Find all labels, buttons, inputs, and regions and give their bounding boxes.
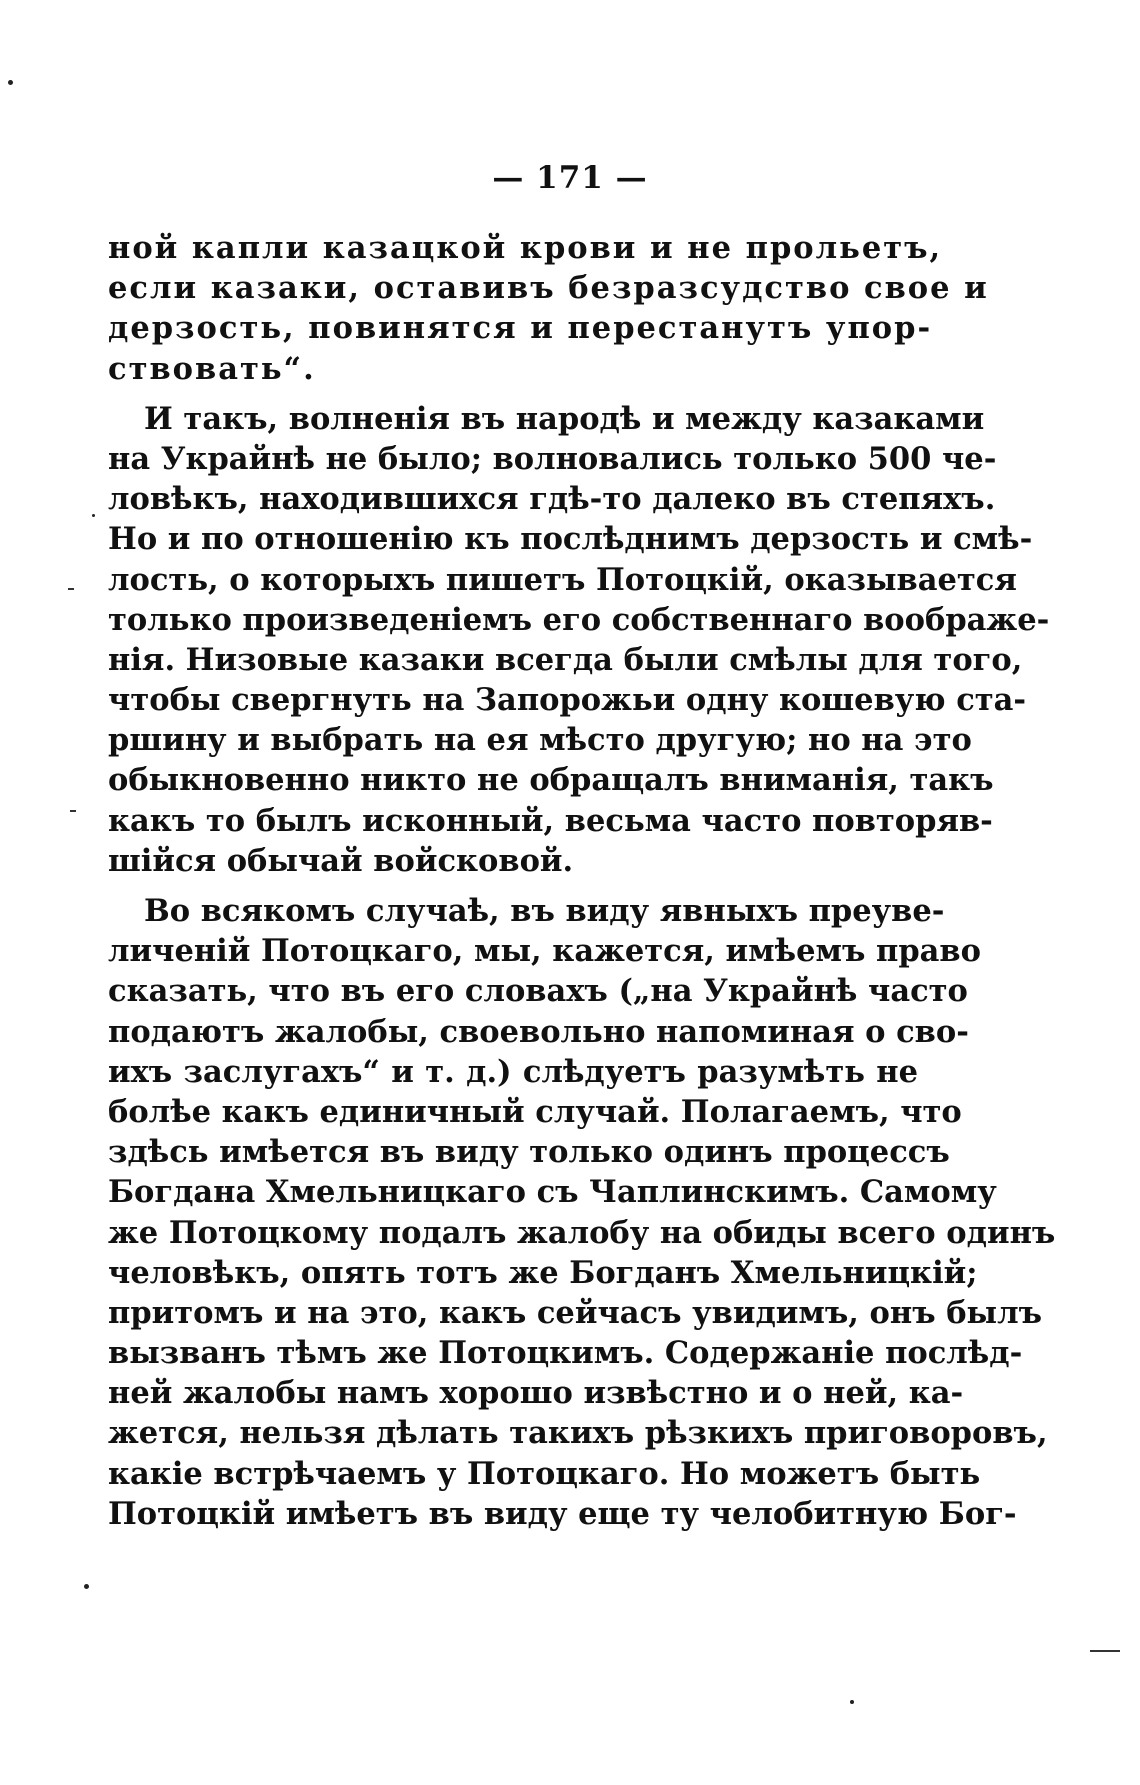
text-line: же Потоцкому подалъ жалобу на обиды всего одинъ <box>108 1214 1056 1251</box>
scan-speck <box>84 1584 89 1589</box>
text-line: болѣе какъ единичный случай. Полагаемъ, что <box>108 1093 962 1130</box>
paragraph-gap <box>108 881 918 891</box>
text-line: жется, нельзя дѣлать такихъ рѣзкихъ приговоровъ, <box>108 1415 1048 1452</box>
scan-mark <box>70 810 76 812</box>
page-number: — 171 — <box>492 160 648 196</box>
body-text <box>108 228 1056 1534</box>
scan-speck <box>8 80 13 85</box>
text-line: дерзость, повинятся и перестанутъ упор- <box>108 310 933 347</box>
scan-mark <box>68 588 74 590</box>
scan-speck <box>850 1700 854 1704</box>
text-line: чтобы свергнуть на Запорожьи одну кошевую ста- <box>108 682 1027 719</box>
text-line: вызванъ тѣмъ же Потоцкимъ. Содержаніе послѣд- <box>108 1335 1023 1372</box>
text-line: лость, о которыхъ пишетъ Потоцкій, оказывается <box>108 561 1017 598</box>
text-line: только произведеніемъ его собственнаго воображе- <box>108 601 1050 638</box>
text-line: ствовать“. <box>108 350 316 387</box>
text-line: шійся обычай войсковой. <box>108 842 574 879</box>
text-line: человѣкъ, опять тотъ же Богданъ Хмельницкій; <box>108 1254 978 1291</box>
text-line: ршину и выбрать на ея мѣсто другую; но на это <box>108 722 972 759</box>
text-line: Потоцкій имѣетъ въ виду еще ту челобитную Бог- <box>108 1495 1017 1532</box>
text-line: здѣсь имѣется въ виду только одинъ процессъ <box>108 1134 950 1171</box>
text-line: ихъ заслугахъ“ и т. д.) слѣдуетъ разумѣть не <box>108 1053 918 1090</box>
text-line: Богдана Хмельницкаго съ Чаплинскимъ. Самому <box>108 1174 997 1211</box>
text-line: личеній Потоцкаго, мы, кажется, имѣемъ право <box>108 933 981 970</box>
text-line: ней жалобы намъ хорошо извѣстно и о ней, ка- <box>108 1375 964 1412</box>
text-line: Во всякомъ случаѣ, въ виду явныхъ преуве- <box>144 893 945 929</box>
text-line: Но и по отношенію къ послѣднимъ дерзость и смѣ- <box>108 521 1033 558</box>
text-line: ловѣкъ, находившихся гдѣ-то далеко въ степяхъ. <box>108 481 996 518</box>
text-line: какіе встрѣчаемъ у Потоцкаго. Но можетъ быть <box>108 1455 981 1492</box>
text-line: притомъ и на это, какъ сейчасъ увидимъ, онъ былъ <box>108 1294 1043 1331</box>
text-line: подаютъ жалобы, своевольно напоминая о сво- <box>108 1013 969 1050</box>
text-line: сказать, что въ его словахъ („на Украйнѣ часто <box>108 973 968 1010</box>
text-line: какъ то былъ исконный, весьма часто повторяв- <box>108 802 993 839</box>
scan-speck <box>92 514 95 517</box>
paragraph-gap <box>108 389 918 399</box>
text-line: нія. Низовые казаки всегда были смѣлы для того, <box>108 641 1023 678</box>
text-line: на Украйнѣ не было; волновались только 500 че- <box>108 440 997 477</box>
text-line: если казаки, оставивъ безразсудство свое и <box>108 270 989 307</box>
text-line: ной капли казацкой крови и не прольетъ, <box>108 230 943 266</box>
scan-mark <box>1090 1650 1120 1652</box>
text-line: обыкновенно никто не обращалъ вниманія, такъ <box>108 762 994 799</box>
text-line: И такъ, волненія въ народѣ и между казаками <box>144 400 985 437</box>
